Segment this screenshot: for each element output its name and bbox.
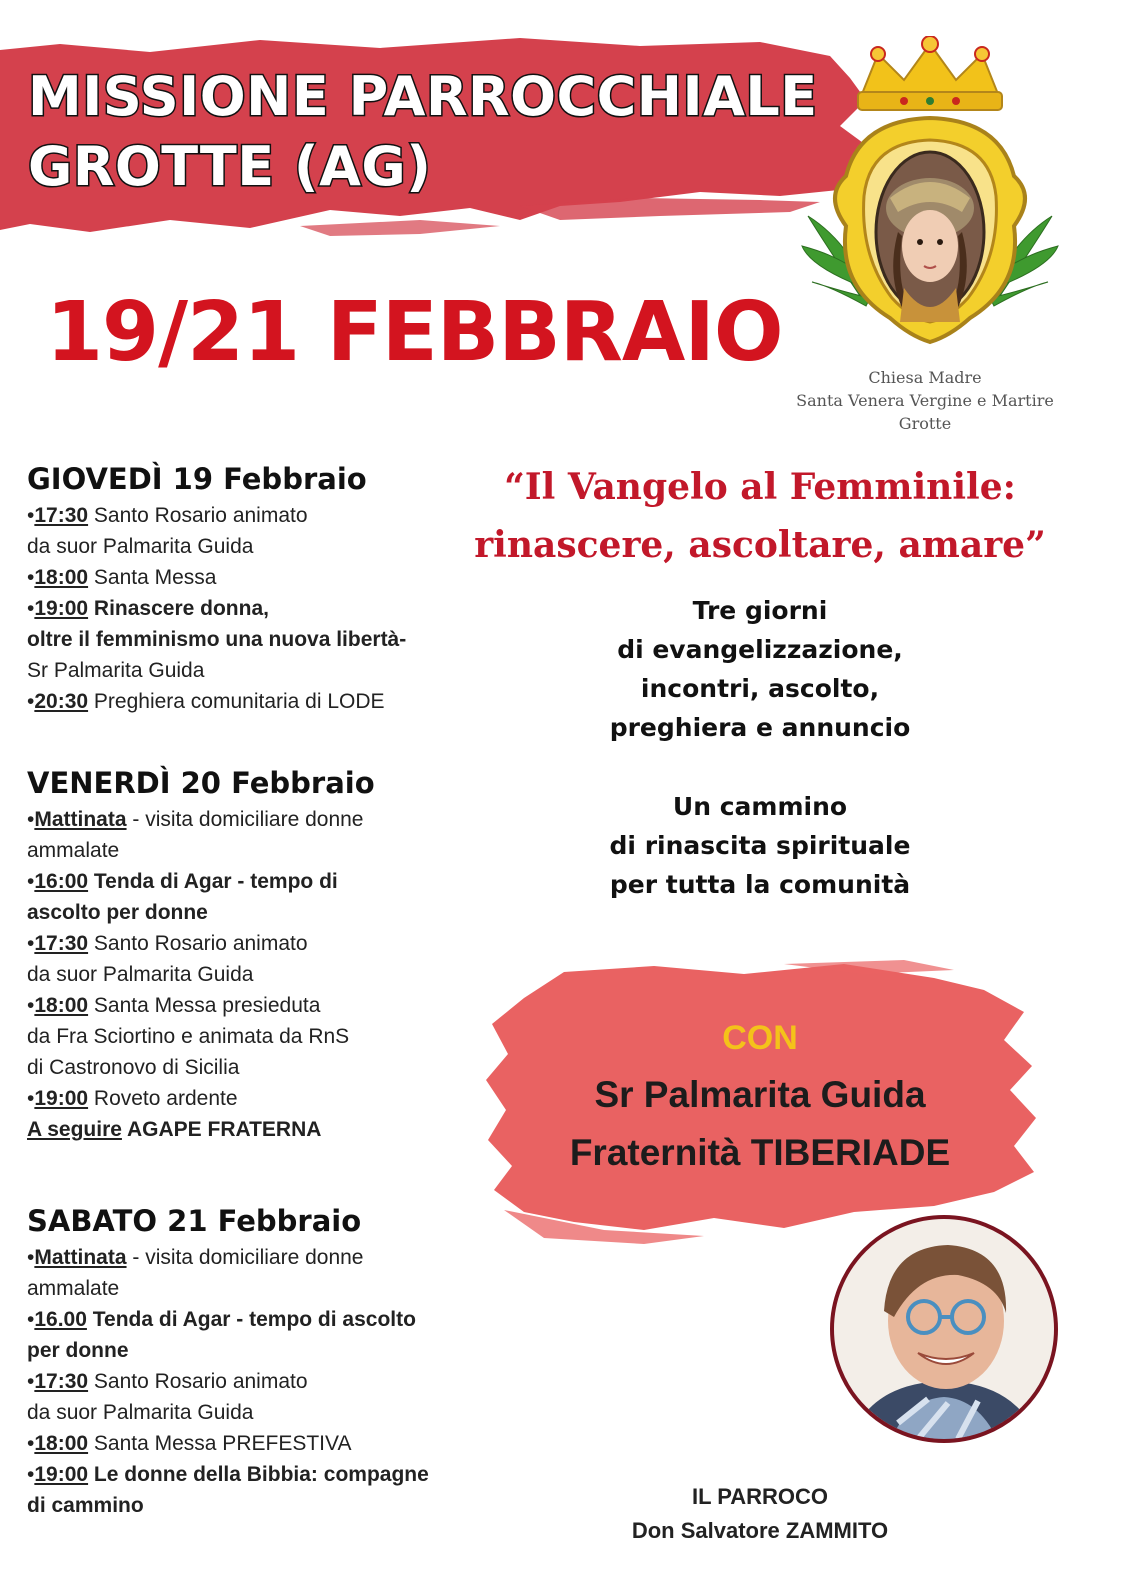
schedule-text: - visita domiciliare donne (126, 1246, 364, 1269)
schedule-text: di Castronovo di Sicilia (27, 1056, 240, 1079)
church-caption-line2: Santa Venera Vergine e Martire (796, 391, 1054, 410)
crown-icon (858, 36, 1002, 110)
schedule-time: 20:30 (34, 690, 89, 713)
schedule-text: per donne (27, 1339, 129, 1362)
schedule-line: •18:00 Santa Messa PREFESTIVA (27, 1432, 352, 1455)
church-emblem-image (800, 36, 1060, 366)
schedule-line: •18:00 Santa Messa (27, 566, 217, 589)
guests-label: CON (722, 1019, 798, 1057)
parish-priest-signature (560, 1480, 960, 1548)
description-line: di evangelizzazione, (617, 635, 903, 664)
schedule-time: 17:30 (34, 932, 89, 955)
schedule-time: Mattinata (34, 1246, 127, 1269)
schedule-line: •17:30 Santo Rosario animato (27, 932, 308, 955)
schedule-text: ammalate (27, 839, 120, 862)
description-line: di rinascita spirituale (609, 831, 911, 860)
description-line: per tutta la comunità (609, 870, 911, 899)
day-heading-thursday: GIOVEDÌ 19 Febbraio (27, 462, 367, 496)
church-caption-line1: Chiesa Madre (868, 368, 982, 387)
guest-name-1: Sr Palmarita Guida (594, 1074, 926, 1115)
schedule-text: Roveto ardente (88, 1087, 238, 1110)
guests-block (490, 1010, 1030, 1182)
schedule-text: da Fra Sciortino e animata da RnS (27, 1025, 350, 1048)
description-line: incontri, ascolto, (640, 674, 880, 703)
event-title (28, 62, 818, 202)
day-heading-friday: VENERDÌ 20 Febbraio (27, 766, 375, 800)
schedule-friday (27, 766, 487, 1145)
description-paragraph-2 (540, 787, 980, 904)
schedule-text: Le donne della Bibbia: compagne (88, 1463, 429, 1486)
schedule-text: Sr Palmarita Guida (27, 659, 205, 682)
description-paragraph-1 (540, 591, 980, 747)
guest-portrait-photo (828, 1213, 1060, 1445)
schedule-text: da suor Palmarita Guida (27, 535, 254, 558)
schedule-time: 16:00 (34, 870, 89, 893)
schedule-text: - visita domiciliare donne (126, 808, 364, 831)
schedule-line (27, 624, 487, 655)
schedule-line: •Mattinata - visita domiciliare donne (27, 808, 364, 831)
schedule-line: •Mattinata - visita domiciliare donne (27, 1246, 364, 1269)
schedule-line: •19:00 Le donne della Bibbia: compagne (27, 1463, 429, 1486)
schedule-text: Tenda di Agar - tempo di ascolto (86, 1308, 416, 1331)
event-dates: 19/21 FEBBRAIO (46, 285, 783, 380)
schedule-time: 19:00 (34, 1087, 89, 1110)
schedule-line (27, 655, 487, 686)
schedule-text: Preghiera comunitaria di LODE (88, 690, 385, 713)
mission-motto (440, 458, 1080, 574)
schedule-text: Santa Messa presieduta (88, 994, 321, 1017)
schedule-time: 18:00 (34, 566, 89, 589)
schedule-time: 19:00 (34, 1463, 89, 1486)
day-heading-saturday: SABATO 21 Febbraio (27, 1204, 362, 1238)
description-line: Tre giorni (692, 596, 828, 625)
schedule-line (27, 531, 487, 562)
schedule-line: •18:00 Santa Messa presieduta (27, 994, 321, 1017)
schedule-text: oltre il femminismo una nuova libertà- (27, 628, 407, 651)
schedule-line: •16:00 Tenda di Agar - tempo di (27, 870, 338, 893)
schedule-line: •16.00 Tenda di Agar - tempo di ascolto (27, 1308, 416, 1331)
schedule-line (27, 1021, 487, 1052)
church-caption (780, 366, 1070, 435)
schedule-line (27, 1052, 487, 1083)
schedule-time: 17:30 (34, 504, 89, 527)
motto-line2: rinascere, ascoltare, amare” (474, 524, 1046, 566)
schedule-line (27, 1490, 487, 1521)
schedule-time: 16.00 (34, 1308, 87, 1331)
schedule-text: da suor Palmarita Guida (27, 1401, 254, 1424)
schedule-line (27, 1273, 487, 1304)
description-line: Un cammino (672, 792, 848, 821)
schedule-time: Mattinata (34, 808, 127, 831)
schedule-text: da suor Palmarita Guida (27, 963, 254, 986)
schedule-text: AGAPE FRATERNA (121, 1118, 322, 1141)
schedule-time: 18:00 (34, 1432, 89, 1455)
description-line: preghiera e annuncio (609, 713, 911, 742)
schedule-line (27, 1114, 487, 1145)
schedule-line (27, 897, 487, 928)
signature-role: IL PARROCO (691, 1484, 829, 1509)
schedule-line: •17:30 Santo Rosario animato (27, 504, 308, 527)
schedule-text: ascolto per donne (27, 901, 208, 924)
schedule-time: 19:00 (34, 597, 89, 620)
schedule-text: Santo Rosario animato (88, 1370, 308, 1393)
schedule-line (27, 959, 487, 990)
schedule-line: •20:30 Preghiera comunitaria di LODE (27, 690, 385, 713)
schedule-text: Santo Rosario animato (88, 932, 308, 955)
schedule-time: A seguire (27, 1118, 122, 1141)
schedule-text: Rinascere donna, (88, 597, 269, 620)
schedule-line: •19:00 Roveto ardente (27, 1087, 238, 1110)
schedule-line: •17:30 Santo Rosario animato (27, 1370, 308, 1393)
schedule-line: •19:00 Rinascere donna, (27, 597, 269, 620)
motto-line1: “Il Vangelo al Femminile: (504, 466, 1016, 508)
event-title-line1: MISSIONE PARROCCHIALE (28, 65, 818, 128)
schedule-line (27, 835, 487, 866)
schedule-time: 17:30 (34, 1370, 89, 1393)
schedule-text: Santa Messa PREFESTIVA (88, 1432, 352, 1455)
schedule-thursday (27, 462, 487, 717)
church-caption-line3: Grotte (898, 414, 952, 433)
schedule-line (27, 1335, 487, 1366)
schedule-text: ammalate (27, 1277, 120, 1300)
guest-name-2: Fraternità TIBERIADE (569, 1132, 951, 1173)
schedule-text: di cammino (27, 1494, 144, 1517)
schedule-text: Santa Messa (88, 566, 217, 589)
schedule-text: Tenda di Agar - tempo di (88, 870, 338, 893)
schedule-saturday (27, 1204, 487, 1521)
schedule-line (27, 1397, 487, 1428)
schedule-text: Santo Rosario animato (88, 504, 308, 527)
signature-name: Don Salvatore ZAMMITO (631, 1518, 889, 1543)
schedule-time: 18:00 (34, 994, 89, 1017)
event-title-line2: GROTTE (AG) (28, 135, 432, 198)
